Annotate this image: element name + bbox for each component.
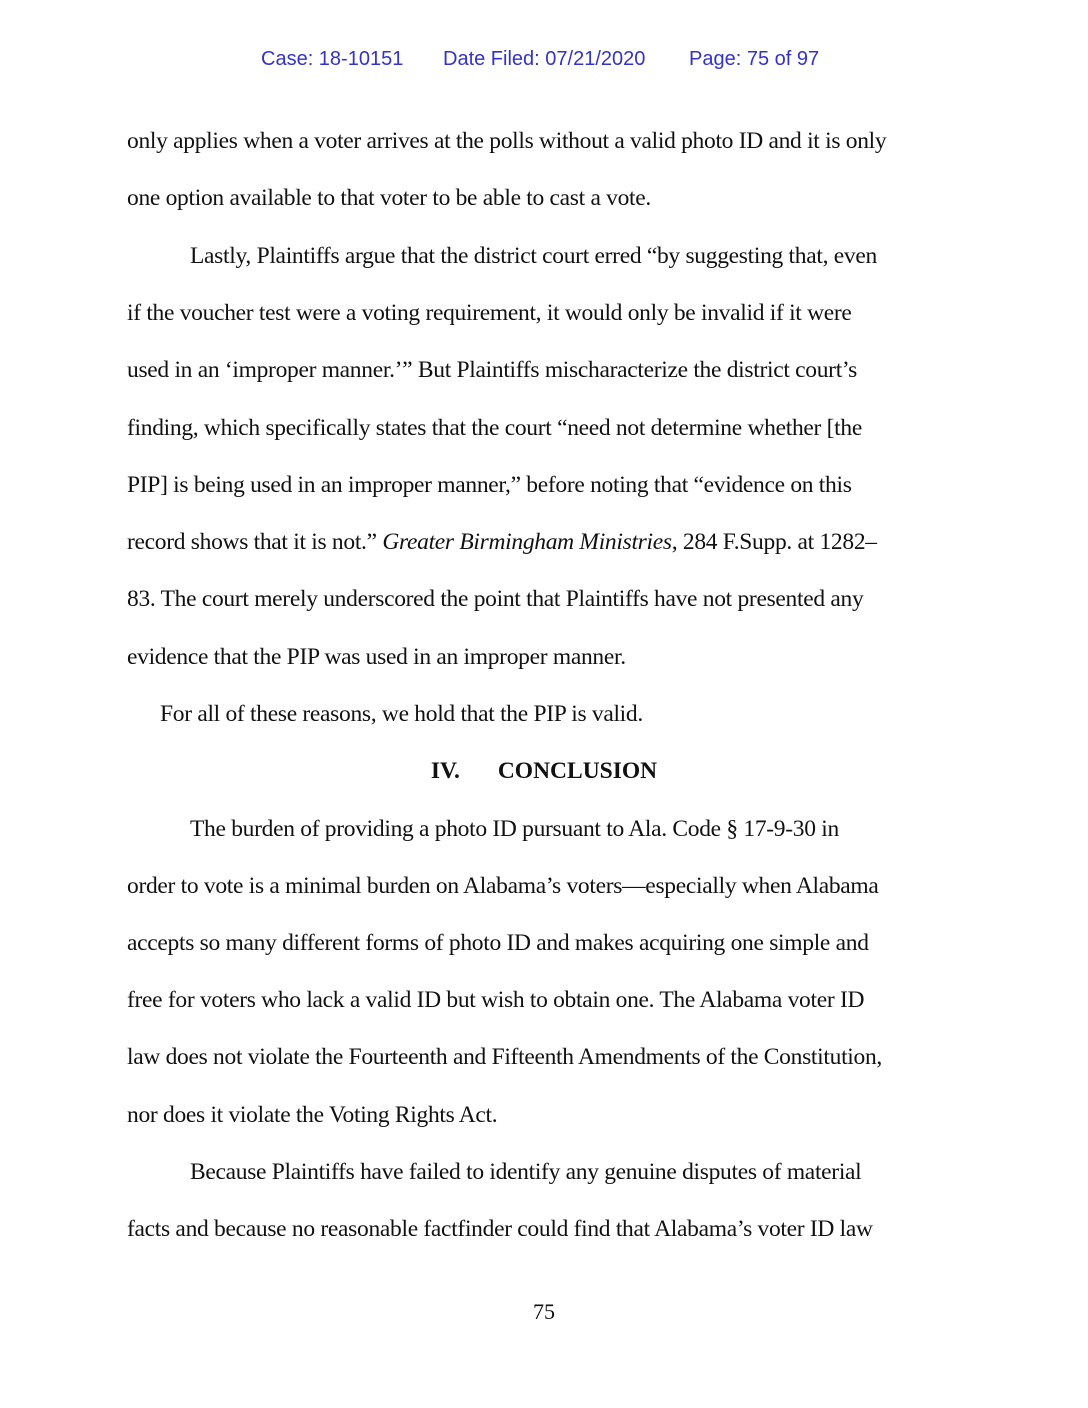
text-line: facts and because no reasonable factfinder could find that Alabama’s voter ID law [127,1216,873,1242]
case-name: Greater Birmingham Ministries [382,529,672,555]
text-line: order to vote is a minimal burden on Alabama’s voters—especially when Alabama [127,873,879,899]
text-line: used in an ‘improper manner.’” But Plaintiffs mischaracterize the district court’s [127,357,858,383]
text-line: law does not violate the Fourteenth and Fifteenth Amendments of the Constitution, [127,1044,882,1070]
page-number: 75 [533,1299,555,1324]
text-line: evidence that the PIP was used in an improper manner. [127,644,626,670]
text-line: accepts so many different forms of photo ID and makes acquiring one simple and [127,930,869,956]
date-filed: Date Filed: 07/21/2020 [443,48,646,70]
citation-suffix: , 284 F.Supp. at 1282– [671,529,877,555]
text-line: finding, which specifically states that the court “need not determine whether [the [127,415,862,441]
text-line: if the voucher test were a voting requirement, it would only be invalid if it were [127,300,852,326]
section-number: IV. [430,758,460,784]
text-line: For all of these reasons, we hold that the PIP is valid. [160,701,643,727]
citation-prefix: record shows that it is not.” [127,529,383,555]
text-line: Lastly, Plaintiffs argue that the district court erred “by suggesting that, even [190,243,877,269]
case-header [0,44,1088,74]
text-line: one option available to that voter to be able to cast a vote. [127,185,651,211]
section-heading [0,758,1088,785]
text-line: Because Plaintiffs have failed to identify any genuine disputes of material [190,1159,862,1185]
text-line: PIP] is being used in an improper manner,” before noting that “evidence on this [127,472,852,498]
citation-line [127,529,877,556]
section-title: CONCLUSION [497,758,658,784]
text-line: free for voters who lack a valid ID but wish to obtain one. The Alabama voter ID [127,987,865,1013]
case-number: Case: 18-10151 [261,48,404,70]
text-line: The burden of providing a photo ID pursuant to Ala. Code § 17-9-30 in [190,816,839,842]
page-count: Page: 75 of 97 [689,48,820,70]
text-line: nor does it violate the Voting Rights Act. [127,1102,498,1128]
text-line: only applies when a voter arrives at the polls without a valid photo ID and it is only [127,128,887,154]
text-line: 83. The court merely underscored the point that Plaintiffs have not presented any [127,586,864,612]
